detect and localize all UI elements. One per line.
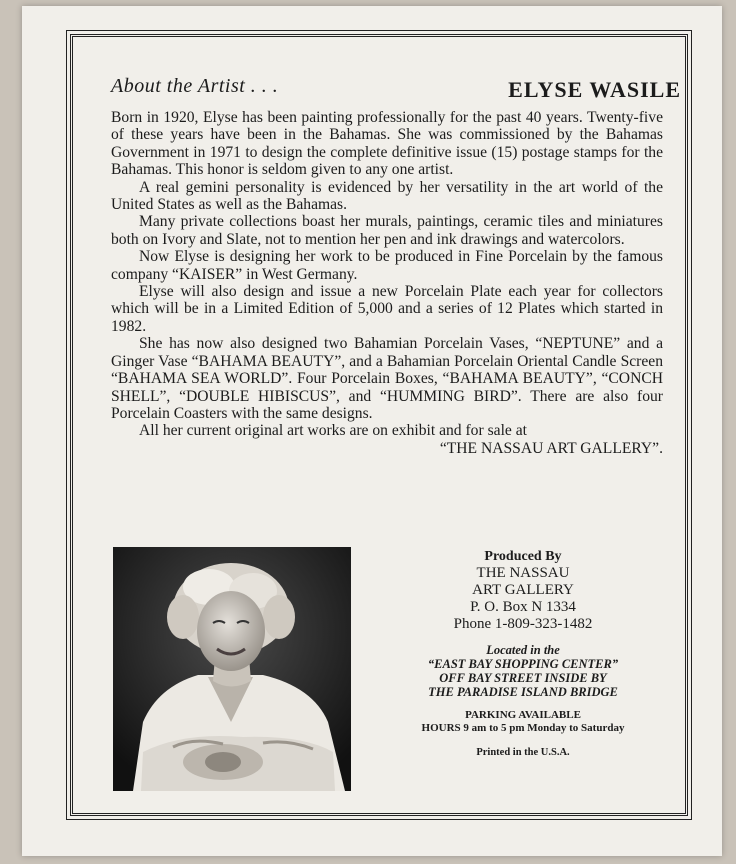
double-border-frame [70,34,688,816]
bio-paragraph: Now Elyse is designing her work to be produced in Fine Porcelain by the famous company “KAISER” in West Germany. [111,248,663,283]
bio-paragraph: Many private collections boast her murals, paintings, ceramic tiles and miniatures both on Ivory and Slate, not to mention her pen and ink drawings and watercolors. [111,213,663,248]
bio-paragraph: Born in 1920, Elyse has been painting professionally for the past 40 years. Twenty-five of these years have been in the Bahamas. She was commissioned by the Bahamas Government in 1971 to design the complete definitive issue (15) postage stamps for the Bahamas. This honor is seldom given to any one artist. [111,109,663,179]
produced-by-label: Produced By [484,549,562,564]
about-heading: About the Artist . . . [111,75,279,97]
bio-paragraph: All her current original art works are on exhibit and for sale at [139,422,527,440]
flyer-paper [22,6,722,856]
artist-biography [111,109,663,457]
gallery-info [373,549,673,758]
bio-paragraph: She has now also designed two Bahamian Porcelain Vases, “NEPTUNE” and a Ginger Vase “BAHAMA BEAUTY”, and a Bahamian Porcelain Oriental Candle Screen “BAHAMA SEA WORLD”. Four Porcelain Boxes, “BAHAMA BEAUTY”, “CONCH SHELL”, “DOUBLE HIBISCUS”, and “HUMMING BIRD”. There are also four Porcelain Coasters with the same designs. [111,335,663,422]
location-line: THE PARADISE ISLAND BRIDGE [428,685,618,699]
bio-gallery-line: “THE NASSAU ART GALLERY”. [439,439,663,457]
printed-in-note: Printed in the U.S.A. [476,747,570,758]
gallery-phone: Phone 1-809-323-1482 [453,616,593,632]
location-line: “EAST BAY SHOPPING CENTER” [427,657,619,671]
artist-portrait-photo [113,547,351,791]
header [111,75,681,109]
parking-line: PARKING AVAILABLE [465,709,581,721]
location-block [373,643,673,699]
hours-line: HOURS 9 am to 5 pm Monday to Saturday [421,722,625,734]
location-line: OFF BAY STREET INSIDE BY [439,671,607,685]
parking-hours-block [373,709,673,735]
artist-name: ELYSE WASILE [508,77,681,102]
gallery-po-box: P. O. Box N 1334 [470,599,576,615]
portrait-illustration [113,547,351,791]
gallery-name-line: ART GALLERY [472,582,574,598]
bio-paragraph: A real gemini personality is evidenced by her versatility in the art world of the United States as well as the Bahamas. [111,178,663,214]
bio-paragraph: Elyse will also design and issue a new Porcelain Plate each year for collectors which will be in a Limited Edition of 5,000 and a series of 12 Plates which started in 1982. [111,283,663,335]
gallery-name-line: THE NASSAU [476,565,570,581]
location-line: Located in the [486,643,560,657]
